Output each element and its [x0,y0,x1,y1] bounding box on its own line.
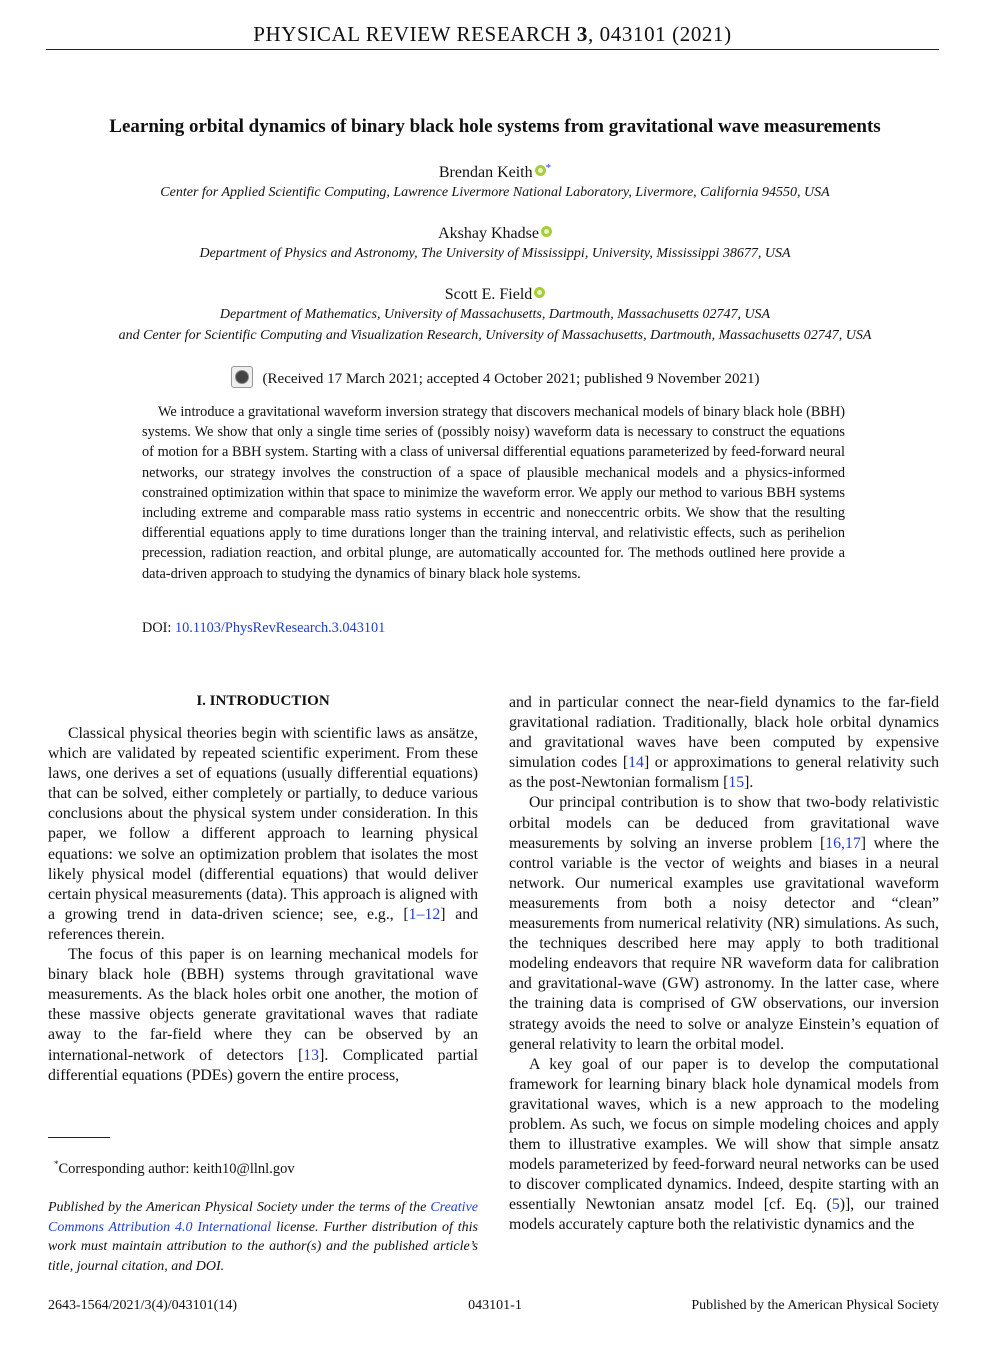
orcid-icon[interactable] [534,287,545,298]
citation-link[interactable]: 16,17 [825,834,861,852]
affiliation-3b: and Center for Scientific Computing and Visualization Research, University of Massachusetts, Dartmouth, Massachusetts 02747, USA [118,328,872,343]
intro-paragraph-continued [509,693,939,793]
author-name: Scott E. Field [444,286,533,303]
author-name: Akshay Khadse [438,225,539,242]
received-dates [0,366,990,388]
text: and in particular connect the near-field dynamics to the far-field gravitational radiation. Traditionally, black hole orbital dynamics and gravitational waves have been computed by expensive simulation codes [ [509,694,939,772]
corresponding-marker[interactable]: * [545,162,552,174]
text: Published by the American Physical Society under the terms of the [48,1200,431,1215]
abstract: We introduce a gravitational waveform inversion strategy that discovers mechanical models of binary black hole (BBH) systems. We show that only a single time series of (possibly noisy) waveform data is necessary to construct the equations of motion for a BBH system. Starting with a class of universal differential equations parameterized by feed-forward neural networks, our strategy involves the construction of a space of plausible mechanical models and a physics-informed constrained optimization within that space to minimize the waveform error. We apply our method to various BBH systems including extreme and comparable mass ratio systems in eccentric and noneccentric orbits. We show that the resulting differential equations apply to time durations longer than the training interval, and relativistic effects, such as perihelion precession, radiation reaction, and orbital plunge, are automatically accounted for. The methods outlined here provide a data-driven approach to studying the dynamics of binary black hole systems. [142,404,845,582]
doi [142,620,385,637]
text: ]. Complicated partial differential equations (PDEs) govern the entire process, [48,1046,478,1084]
author-3 [0,286,990,304]
equation-link[interactable]: 5 [831,1196,840,1214]
journal-volume: 3 [576,22,588,46]
footnote-divider [48,1137,110,1138]
affiliation-3: Department of Mathematics, University of Massachusetts, Dartmouth, Massachusetts 02747, USA [219,307,771,322]
text: The focus of this paper is on learning mechanical models for binary black hole (BBH) systems through gravitational wave measurements. As the black holes orbit one another, the motion of these massive objects generate gravitational waves that radiate away to the far-field where they can be observed by an international-network of detectors [ [48,946,478,1064]
affiliation-2: Department of Physics and Astronomy, The University of Mississippi, University, Mississippi 38677, USA [199,246,791,261]
right-column [509,693,939,1236]
text: license. Further distribution of this work must maintain attribution to the author(s) and the published article’s title, journal citation, and DOI. [48,1219,478,1274]
journal-article: , 043101 (2021) [587,22,732,46]
author-1 [0,162,990,182]
crossmark-icon[interactable] [231,366,253,388]
left-column [48,724,478,1086]
text: Classical physical theories begin with scientific laws as ansätze, which are validated by repeated scientific experiment. From these laws, one derives a set of equations (usually differential equations) that can be solved, either completely or partially, to deduce various conclusions about the physical system under consideration. In this paper, we follow a different approach to learning physical equations: we solve an optimization problem that isolates the most likely physical model (differential equations) that would deliver certain physical measurements (data). This approach is aligned with a growing trend in data-driven science; see, e.g., [ [48,725,478,923]
intro-paragraph-2 [48,945,478,1086]
text: )], our trained models accurately capture both the relativistic dynamics and the [509,1196,939,1234]
intro-paragraph-3 [509,793,939,1054]
footer-issn: 2643-1564/2021/3(4)/043101(14) [48,1298,237,1313]
author-2 [0,225,990,243]
text: Our principal contribution is to show that two-body relativistic orbital models can be deduced from gravitational wave measurements by solving an inverse problem [ [509,794,939,852]
license-link[interactable]: Creative Commons Attribution 4.0 International [48,1200,478,1235]
citation-link[interactable]: 13 [303,1046,320,1064]
journal-name: PHYSICAL REVIEW RESEARCH [253,22,572,46]
journal-header [46,22,939,50]
doi-label: DOI: [142,620,175,636]
orcid-icon[interactable] [541,226,552,237]
orcid-icon[interactable] [535,165,546,176]
footnote [54,1159,295,1178]
text: A key goal of our paper is to develop the computational framework for learning binary black hole dynamical models from gravitational waves, which is a new approach to the modeling problem. As such, we focus on simple modeling choices and apply them to illustrative examples. We will show that simple ansatz models parameterized by feed-forward neural networks can be used to discover complicated dynamics. Indeed, despite starting with an essentially Newtonian ansatz model [cf. Eq. ( [509,1055,939,1214]
section-heading: I. INTRODUCTION [196,693,330,709]
text: ] and references therein. [48,905,478,943]
citation-link[interactable]: 15 [728,774,745,792]
received-text: (Received 17 March 2021; accepted 4 October 2021; published 9 November 2021) [262,371,760,387]
doi-link[interactable]: 10.1103/PhysRevResearch.3.043101 [174,620,386,636]
citation-link[interactable]: 14 [628,754,644,772]
license-statement [48,1198,478,1276]
intro-paragraph-4 [509,1055,939,1236]
text: ] where the control variable is the vector of weights and biases in a neural network. Our numerical examples use gravitational waveform measurements from both a noisy detector and “clean” measurements from numerical relativity (NR) simulations. As such, the techniques described here may apply to both traditional modeling endeavors that require NR waveform data for calibration and gravitational-wave (GW) astronomy. In the latter case, where the training data is comprised of GW observations, our inversion strategy avoids the need to solve or analyze Einstein’s equation of general relativity to learn the orbital model. [509,834,939,1053]
page-number: 043101-1 [468,1298,522,1313]
footnote-marker: * [54,1159,59,1169]
author-name: Brendan Keith [438,164,533,181]
paper-title: Learning orbital dynamics of binary black hole systems from gravitational wave measurements [109,116,881,137]
intro-paragraph-1 [48,724,478,945]
citation-link[interactable]: 1–12 [408,905,441,923]
text: ]. [744,774,754,792]
footnote-text: Corresponding author: keith10@llnl.gov [58,1160,295,1177]
footer-publisher: Published by the American Physical Society [691,1298,939,1313]
affiliation-1: Center for Applied Scientific Computing, Lawrence Livermore National Laboratory, Livermore, California 94550, USA [160,185,830,200]
text: ] or approximations to general relativity such as the post-Newtonian formalism [ [509,754,940,792]
